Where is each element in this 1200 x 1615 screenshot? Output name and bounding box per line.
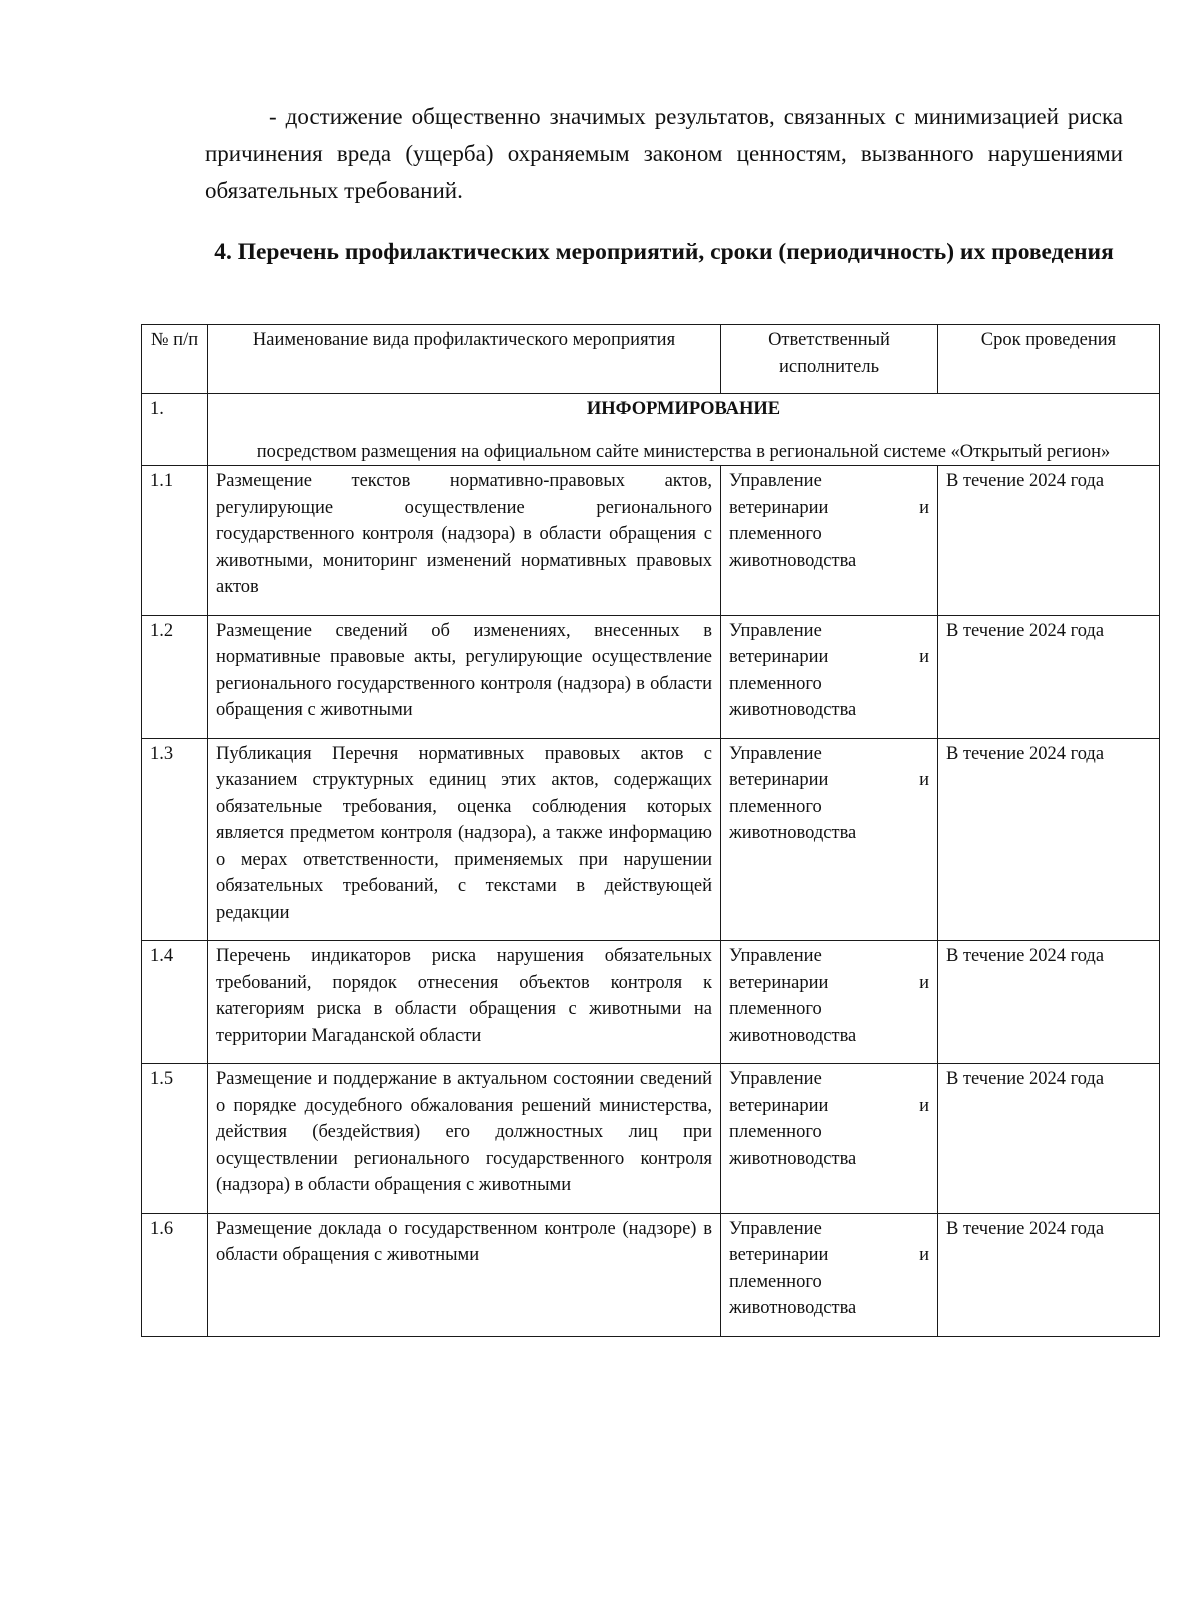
row-num: 1.5 bbox=[142, 1064, 208, 1214]
responsible-line: ветеринарии bbox=[729, 972, 829, 993]
header-num: № п/п bbox=[142, 325, 208, 394]
row-term: В течение 2024 года bbox=[938, 941, 1160, 1064]
responsible-line: Управление bbox=[729, 471, 822, 491]
row-term: В течение 2024 года bbox=[938, 1064, 1160, 1214]
header-term: Срок проведения bbox=[938, 325, 1160, 394]
responsible-line: Управление bbox=[729, 946, 822, 966]
responsible-line: племенного bbox=[729, 796, 822, 817]
group-title: ИНФОРМИРОВАНИЕ bbox=[586, 399, 781, 419]
row-name: Размещение сведений об изменениях, внесенных в нормативные правовые акты, регулирующие осуществление регионального государственного контроля (надзора) в области обращения с животными bbox=[208, 615, 721, 738]
table-row bbox=[142, 941, 1160, 1064]
table-row bbox=[142, 466, 1160, 616]
intro-paragraph: - достижение общественно значимых результатов, связанных с минимизацией риска причинения вреда (ущерба) охраняемым законом ценностям, вызванного нарушениями обязательных требований. bbox=[205, 104, 1123, 203]
row-num: 1.6 bbox=[142, 1213, 208, 1336]
group-row-informing bbox=[142, 394, 1160, 466]
row-term: В течение 2024 года bbox=[938, 738, 1160, 941]
responsible-line: животноводства bbox=[729, 700, 857, 720]
table-header-row bbox=[142, 325, 1160, 394]
row-num: 1.4 bbox=[142, 941, 208, 1064]
responsible-line: Управление bbox=[729, 1069, 822, 1089]
table-row bbox=[142, 1064, 1160, 1214]
responsible-line: ветеринарии bbox=[729, 647, 829, 667]
responsible-line: племенного bbox=[729, 524, 822, 544]
group-cell bbox=[208, 394, 1160, 466]
table-row bbox=[142, 738, 1160, 941]
responsible-line: ветеринарии bbox=[729, 770, 829, 790]
header-name: Наименование вида профилактического мероприятия bbox=[208, 325, 721, 394]
responsible-line: Управление bbox=[729, 620, 822, 641]
responsible-line: ветеринарии bbox=[729, 1245, 829, 1265]
row-responsible bbox=[721, 466, 938, 616]
row-name: Размещение доклада о государственном контроле (надзоре) в области обращения с животными bbox=[208, 1213, 721, 1336]
table-row bbox=[142, 615, 1160, 738]
section-title: 4. Перечень профилактических мероприятий, сроки (периодичность) их проведения bbox=[214, 239, 1114, 265]
table-row bbox=[142, 1213, 1160, 1336]
responsible-line: Управление bbox=[729, 743, 822, 764]
responsible-conjunction: и bbox=[919, 647, 929, 667]
row-name: Публикация Перечня нормативных правовых актов с указанием структурных единиц этих актов, содержащих обязательные требования, оценка соблюдения которых является предметом контроля (надзора), а также информацию о мерах ответственности, применяемых при нарушении обязательных требований, с текстами в действующей редакции bbox=[208, 738, 721, 941]
activities-table bbox=[141, 324, 1160, 1337]
responsible-line: племенного bbox=[729, 1122, 822, 1142]
responsible-line: ветеринарии bbox=[729, 497, 829, 518]
responsible-line: животноводства bbox=[729, 823, 857, 843]
responsible-line: животноводства bbox=[729, 1025, 857, 1046]
row-responsible bbox=[721, 941, 938, 1064]
responsible-line: племенного bbox=[729, 673, 822, 694]
responsible-line: Управление bbox=[729, 1218, 822, 1239]
row-responsible bbox=[721, 1213, 938, 1336]
responsible-conjunction: и bbox=[919, 1245, 929, 1265]
group-num: 1. bbox=[142, 394, 208, 466]
row-term: В течение 2024 года bbox=[938, 466, 1160, 616]
responsible-conjunction: и bbox=[919, 972, 929, 993]
row-responsible bbox=[721, 738, 938, 941]
row-responsible bbox=[721, 615, 938, 738]
responsible-line: ветеринарии bbox=[729, 1095, 829, 1116]
responsible-conjunction: и bbox=[919, 770, 929, 790]
row-num: 1.1 bbox=[142, 466, 208, 616]
responsible-conjunction: и bbox=[919, 497, 929, 518]
row-num: 1.3 bbox=[142, 738, 208, 941]
row-name: Размещение и поддержание в актуальном состоянии сведений о порядке досудебного обжалования решений министерства, действия (бездействия) его должностных лиц при осуществлении регионального государственного контроля (надзора) в области обращения с животными bbox=[208, 1064, 721, 1214]
header-responsible: Ответственный исполнитель bbox=[721, 325, 938, 394]
responsible-conjunction: и bbox=[919, 1095, 929, 1116]
responsible-line: животноводства bbox=[729, 1148, 857, 1169]
responsible-line: племенного bbox=[729, 999, 822, 1019]
row-name: Размещение текстов нормативно-правовых актов, регулирующие осуществление регионального государственного контроля (надзора) в области обращения с животными, мониторинг изменений нормативных правовых актов bbox=[208, 466, 721, 616]
responsible-line: племенного bbox=[729, 1271, 822, 1292]
row-name: Перечень индикаторов риска нарушения обязательных требований, порядок отнесения объектов контроля к категориям риска в области обращения с животными на территории Магаданской области bbox=[208, 941, 721, 1064]
group-description: посредством размещения на официальном сайте министерства в региональной системе «Открытый регион» bbox=[256, 441, 1111, 462]
row-term: В течение 2024 года bbox=[938, 615, 1160, 738]
row-responsible bbox=[721, 1064, 938, 1214]
responsible-line: животноводства bbox=[729, 1298, 857, 1318]
row-num: 1.2 bbox=[142, 615, 208, 738]
responsible-line: животноводства bbox=[729, 550, 857, 571]
row-term: В течение 2024 года bbox=[938, 1213, 1160, 1336]
